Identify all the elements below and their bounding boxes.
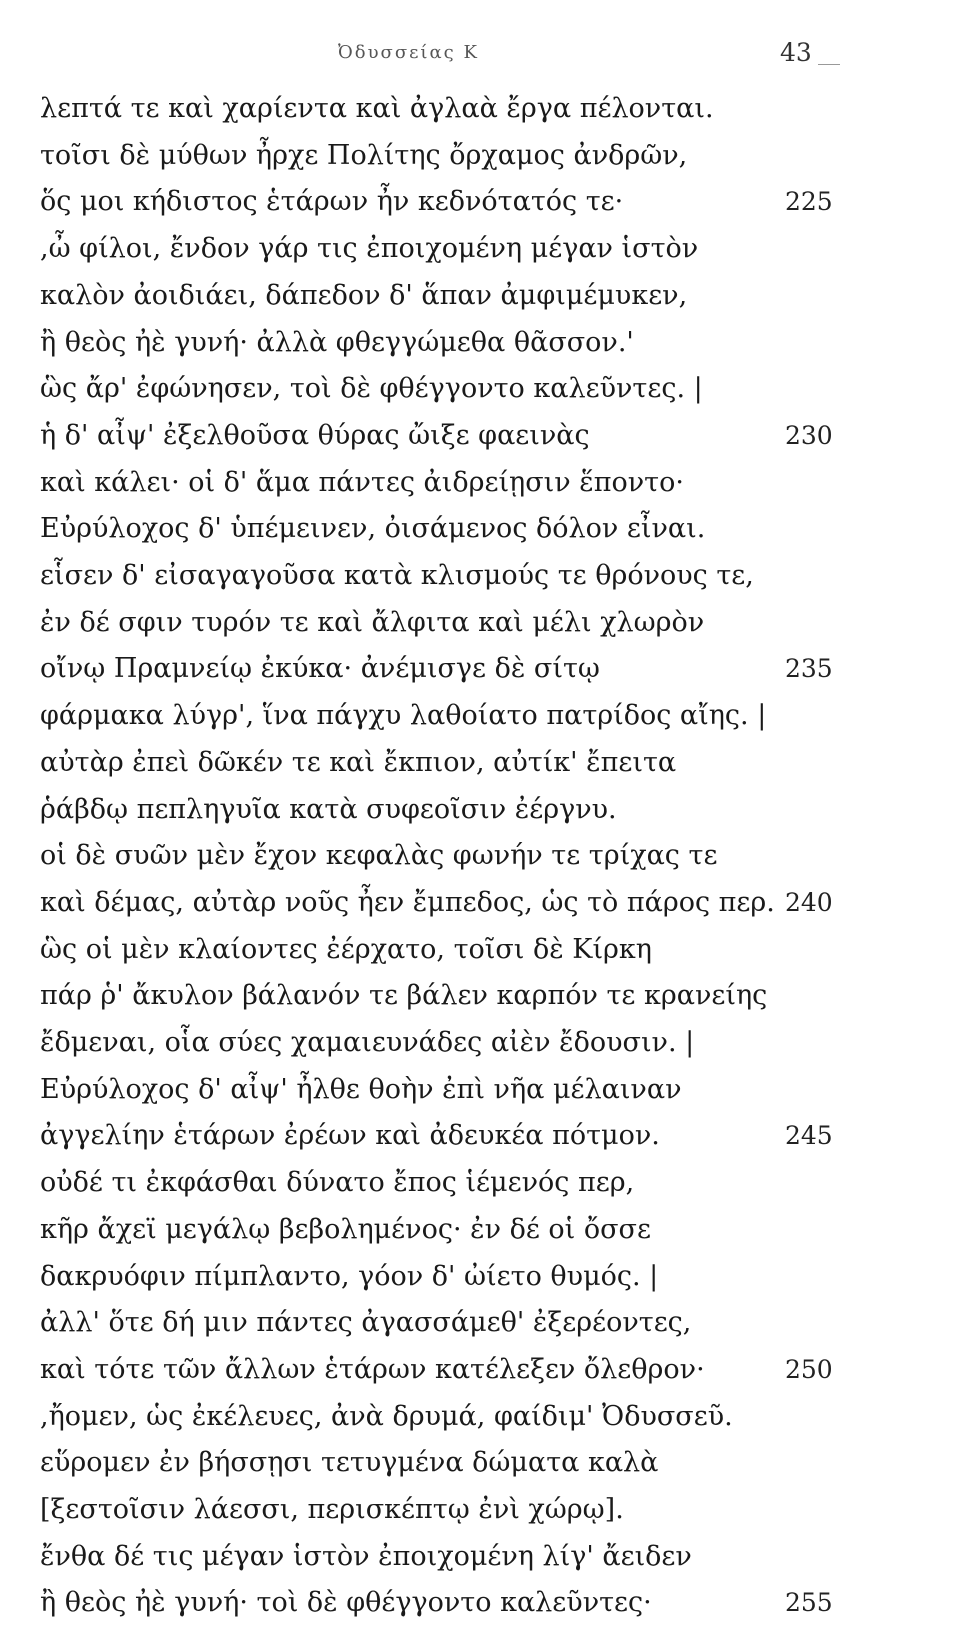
verse-line: ἔδμεναι, οἷα σύες χαμαιευνάδες αἰὲν ἔδουσιν. | <box>40 1027 695 1058</box>
line-number: 225 <box>785 187 833 217</box>
verse-line: ἢ θεὸς ἠὲ γυνή· ἀλλὰ φθεγγώμεθα θᾶσσον.' <box>40 326 634 358</box>
line-number: 245 <box>785 1121 833 1151</box>
line-number: 255 <box>785 1588 833 1618</box>
verse-line: οὐδέ τι ἐκφάσθαι δύνατο ἔπος ἱέμενός περ, <box>40 1167 635 1199</box>
verse-line: ῥάβδῳ πεπληγυῖα κατὰ συφεοῖσιν ἐέργνυ. <box>40 793 617 825</box>
verse-line: δακρυόφιν πίμπλαντο, γόον δ' ὠίετο θυμός. | <box>40 1260 659 1292</box>
page-number: 43 <box>780 38 812 67</box>
verse-line: ,ὦ φίλοι, ἔνδον γάρ τις ἐποιχομένη μέγαν ἱστὸν <box>40 233 699 265</box>
header-rule <box>818 64 840 65</box>
verse-line: καλὸν ἀοιδιάει, δάπεδον δ' ἅπαν ἀμφιμέμυκεν, <box>40 279 688 311</box>
verse-line: ὅς μοι κήδιστος ἑτάρων ἦν κεδνότατός τε· <box>40 186 624 218</box>
verse-line: Εὐρύλοχος δ' αἶψ' ἦλθε θοὴν ἐπὶ νῆα μέλαιναν <box>40 1073 682 1105</box>
verse-line: ὣς ἄρ' ἐφώνησεν, τοὶ δὲ φθέγγοντο καλεῦντες. | <box>40 373 703 405</box>
verse-line: καὶ τότε τῶν ἄλλων ἑτάρων κατέλεξεν ὄλεθρον· <box>40 1353 705 1385</box>
verse-line: καὶ δέμας, αὐτὰρ νοῦς ἦεν ἔμπεδος, ὡς τὸ πάρος περ. <box>40 886 775 918</box>
verse-line: οἱ δὲ συῶν μὲν ἔχον κεφαλὰς φωνήν τε τρίχας τε <box>40 840 718 872</box>
verse-line: τοῖσι δὲ μύθων ἦρχε Πολίτης ὄρχαμος ἀνδρῶν, <box>40 139 688 171</box>
verse-line: ἀλλ' ὅτε δή μιν πάντες ἀγασσάμεθ' ἐξερέοντες, <box>40 1307 692 1339</box>
verse-line: αὐτὰρ ἐπεὶ δῶκέν τε καὶ ἔκπιον, αὐτίκ' ἔπειτα <box>40 746 677 778</box>
running-title: Ὀδυσσείας Κ <box>338 42 479 63</box>
verse-line: ἔνθα δέ τις μέγαν ἱστὸν ἐποιχομένη λίγ' ἄειδεν <box>40 1540 692 1572</box>
verse-line: ἐν δέ σφιν τυρόν τε καὶ ἄλφιτα καὶ μέλι χλωρὸν <box>40 606 705 638</box>
verse-line: λεπτά τε καὶ χαρίεντα καὶ ἀγλαὰ ἔργα πέλονται. <box>40 93 714 124</box>
line-number: 250 <box>785 1354 833 1384</box>
verse-line: ὣς οἱ μὲν κλαίοντες ἐέρχατο, τοῖσι δὲ Κίρκη <box>40 933 652 965</box>
line-number: 240 <box>785 887 833 917</box>
verse-line: φάρμακα λύγρ', ἵνα πάγχυ λαθοίατο πατρίδος αἴης. | <box>40 700 767 732</box>
line-number: 235 <box>785 654 833 684</box>
verse-line: Εὐρύλοχος δ' ὑπέμεινεν, ὀισάμενος δόλον εἶναι. <box>40 513 706 545</box>
verse-line: εὕρομεν ἐν βήσσῃσι τετυγμένα δώματα καλὰ <box>40 1447 659 1479</box>
page-header <box>0 38 955 72</box>
verse-line: ἢ θεὸς ἠὲ γυνή· τοὶ δὲ φθέγγοντο καλεῦντες· <box>40 1587 652 1619</box>
verse-line: [ξεστοῖσιν λάεσσι, περισκέπτῳ ἐνὶ χώρῳ]. <box>40 1494 624 1525</box>
verse-line: πάρ ῥ' ἄκυλον βάλανόν τε βάλεν καρπόν τε κρανείης <box>40 980 768 1012</box>
verse-line: οἴνῳ Πραμνείῳ ἐκύκα· ἀνέμισγε δὲ σίτῳ <box>40 653 600 685</box>
verse-line: καὶ κάλει· οἱ δ' ἅμα πάντες ἀιδρείῃσιν ἕποντο· <box>40 466 684 498</box>
verse-line: ,ἤομεν, ὡς ἐκέλευες, ἀνὰ δρυμά, φαίδιμ' Ὀδυσσεῦ. <box>40 1400 733 1432</box>
verse-line: εἷσεν δ' εἰσαγαγοῦσα κατὰ κλισμούς τε θρόνους τε, <box>40 560 754 591</box>
verse-line: ἀγγελίην ἑτάρων ἐρέων καὶ ἀδευκέα πότμον. <box>40 1120 660 1152</box>
verse-line: κῆρ ἄχεϊ μεγάλῳ βεβολημένος· ἐν δέ οἱ ὄσσε <box>40 1213 651 1245</box>
line-number: 230 <box>785 420 833 450</box>
verse-line: ἡ δ' αἶψ' ἐξελθοῦσα θύρας ὤιξε φαεινὰς <box>40 419 590 451</box>
